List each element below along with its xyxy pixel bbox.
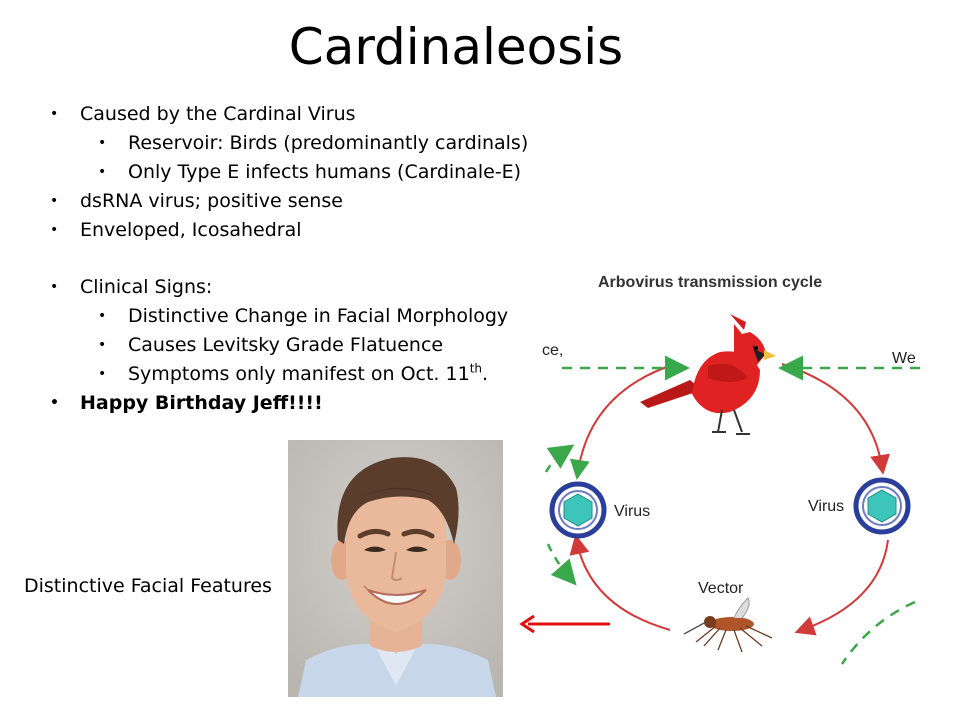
bullet-item bbox=[50, 187, 550, 216]
label-cut-left: ce, bbox=[542, 342, 564, 359]
cycle-graphic bbox=[520, 262, 960, 682]
photo-caption: Distinctive Facial Features bbox=[24, 575, 272, 597]
bullet-text: Happy Birthday Jeff!!!! bbox=[80, 392, 323, 414]
transmission-diagram bbox=[520, 262, 960, 682]
mosquito-icon bbox=[684, 598, 772, 652]
sub-bullet-item bbox=[50, 158, 550, 187]
bullet-icon: • bbox=[50, 279, 59, 295]
bullet-suffix: . bbox=[482, 363, 489, 385]
dashed-arrow-bottom-right bbox=[842, 602, 915, 664]
bullet-icon: • bbox=[50, 106, 59, 122]
bullet-icon: • bbox=[98, 308, 107, 324]
cycle-arc-top-left bbox=[578, 364, 675, 472]
sub-bullet-item bbox=[50, 302, 550, 331]
bullet-text: dsRNA virus; positive sense bbox=[80, 190, 343, 212]
bullet-text: Enveloped, Icosahedral bbox=[80, 219, 302, 241]
bullet-icon: • bbox=[98, 164, 107, 180]
cycle-arc-bottom-left bbox=[577, 542, 670, 630]
dashed-arrow-inbound bbox=[546, 450, 566, 472]
bullet-text: Clinical Signs: bbox=[80, 276, 213, 298]
bullet-item-highlight bbox=[50, 389, 550, 418]
superscript-th: th bbox=[469, 361, 482, 376]
bullet-icon: • bbox=[50, 222, 59, 238]
bullet-icon: • bbox=[98, 366, 107, 382]
spacer bbox=[50, 245, 550, 273]
portrait-illustration bbox=[288, 440, 503, 697]
slide-title: Cardinaleosis bbox=[288, 18, 624, 76]
dashed-arrow-outbound bbox=[548, 544, 570, 578]
cycle-arc-top-right bbox=[782, 364, 882, 467]
bullet-icon: • bbox=[50, 395, 59, 411]
bullet-text: Distinctive Change in Facial Morphology bbox=[128, 305, 509, 327]
bullet-item bbox=[50, 100, 550, 129]
label-virus-right: Virus bbox=[808, 498, 845, 515]
virus-icon-right bbox=[856, 480, 908, 532]
bullet-icon: • bbox=[50, 193, 59, 209]
label-cut-right: We bbox=[892, 350, 916, 367]
cycle-arc-bottom-right bbox=[802, 540, 888, 630]
bullet-text: Symptoms only manifest on Oct. 11 bbox=[128, 363, 470, 385]
bullet-text: Only Type E infects humans (Cardinale-E) bbox=[128, 161, 522, 183]
bullet-text: Causes Levitsky Grade Flatuence bbox=[128, 334, 444, 356]
sub-bullet-item bbox=[50, 331, 550, 360]
bullet-icon: • bbox=[98, 337, 107, 353]
bullet-item bbox=[50, 273, 550, 302]
sub-bullet-item bbox=[50, 360, 550, 389]
sub-bullet-item bbox=[50, 129, 550, 158]
portrait-photo bbox=[288, 440, 503, 697]
label-vector: Vector bbox=[698, 580, 744, 597]
bullet-list bbox=[50, 100, 550, 418]
bullet-item bbox=[50, 216, 550, 245]
bullet-icon: • bbox=[98, 135, 107, 151]
diagram-title: Arbovirus transmission cycle bbox=[598, 274, 823, 291]
cardinal-bird-icon bbox=[640, 314, 776, 434]
bullet-text: Caused by the Cardinal Virus bbox=[80, 103, 356, 125]
bullet-text: Reservoir: Birds (predominantly cardinals) bbox=[128, 132, 529, 154]
virus-icon-left bbox=[552, 484, 604, 536]
label-virus-left: Virus bbox=[614, 503, 651, 520]
